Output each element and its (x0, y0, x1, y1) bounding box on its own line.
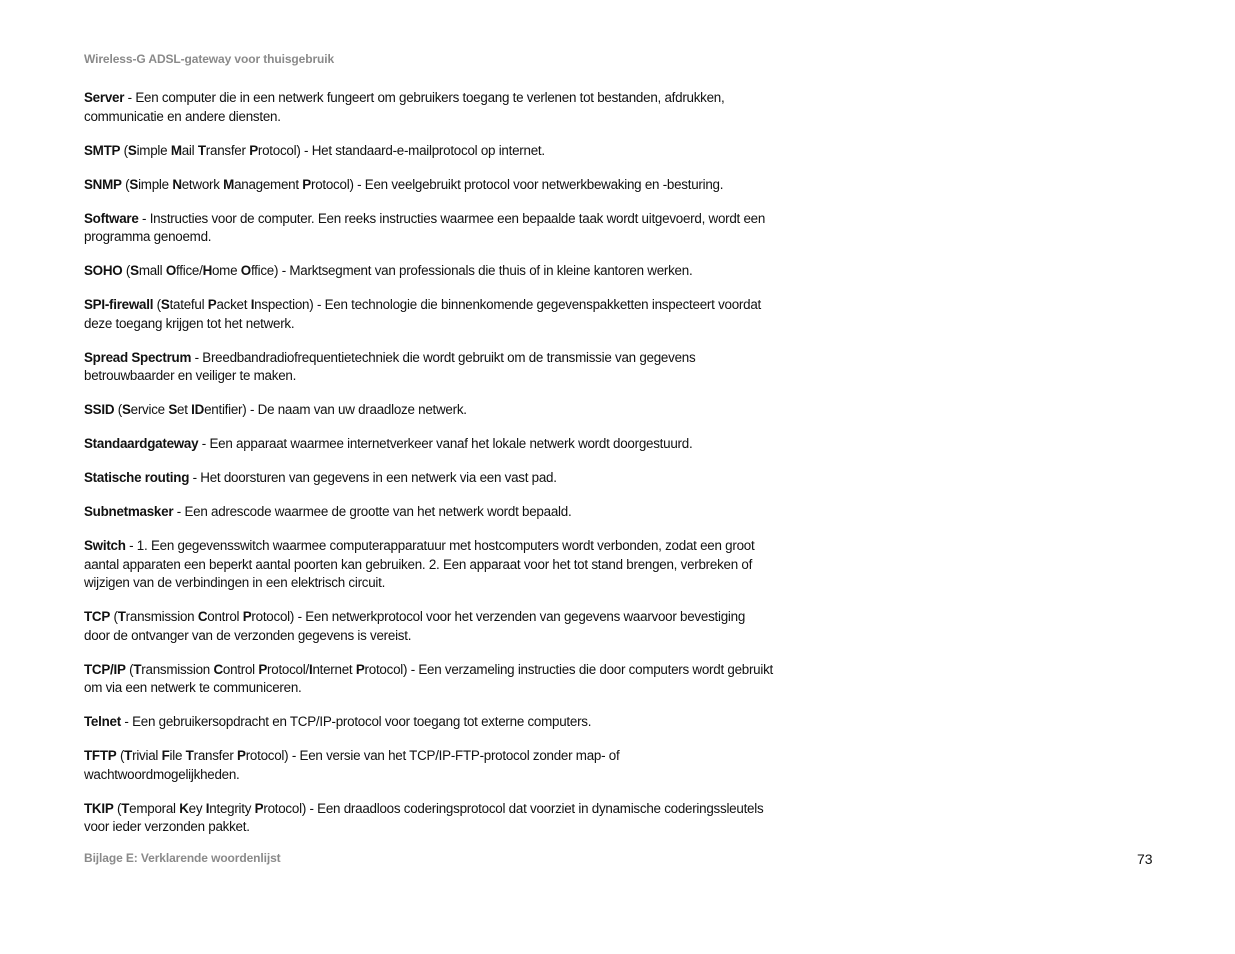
glossary-entry (84, 537, 774, 593)
glossary-definition: - Het doorsturen van gegevens in een netwerk via een vast pad. (189, 470, 557, 485)
acronym-expansion: (Stateful Packet Inspection) (153, 297, 314, 312)
glossary-term: Subnetmasker (84, 504, 174, 519)
acronym-letter: P (249, 142, 258, 158)
acronym-word-rest: nspection (254, 297, 310, 312)
glossary-term: Statische routing (84, 470, 190, 485)
glossary-term: Telnet (84, 714, 121, 729)
acronym-expansion: (Temporal Key Integrity Protocol) (113, 800, 307, 816)
glossary-term: Spread Spectrum (84, 349, 192, 365)
acronym-word-rest: rivial (132, 748, 162, 763)
acronym-letter: T (124, 748, 133, 763)
glossary-term: SNMP (84, 176, 122, 192)
glossary-term: TFTP (84, 748, 117, 763)
acronym-word-rest: ffice/ (176, 263, 203, 278)
acronym-expansion: (Small Office/Home Office) (122, 263, 279, 278)
acronym-letter: P (242, 609, 252, 624)
glossary-entry (84, 296, 774, 333)
acronym-letter: P (258, 661, 268, 677)
acronym-word-rest: tateful (169, 297, 208, 312)
glossary-term: SMTP (84, 142, 121, 158)
acronym-letter: O (165, 263, 177, 278)
glossary-definition: - Een versie van het TCP/IP-FTP-protocol zonder map- of wachtwoordmogelijkheden. (84, 748, 620, 782)
acronym-letter: O (240, 263, 251, 278)
glossary-definition: - Marktsegment van professionals die thuis of in kleine kantoren werken. (278, 263, 693, 278)
acronym-word-rest: ile (169, 748, 186, 763)
acronym-letter: ID (191, 402, 205, 417)
acronym-letter: P (254, 800, 264, 816)
glossary-entry (84, 176, 774, 195)
glossary-term: Standaardgateway (84, 436, 199, 451)
acronym-word-rest: ntegrity (209, 800, 255, 816)
acronym-letter: S (130, 263, 139, 278)
acronym-letter: H (202, 263, 212, 278)
acronym-word-rest: et (177, 402, 192, 417)
glossary-entry (84, 349, 774, 386)
acronym-word-rest: nternet (312, 661, 356, 677)
acronym-word-rest: rotocol (257, 142, 297, 158)
acronym-letter: S (127, 142, 137, 158)
glossary-definition: - Een computer die in een netwerk fungeert om gebruikers toegang te verlenen tot bestanden, afdrukken, communicatie en andere diensten. (84, 90, 725, 124)
acronym-letter: T (185, 748, 194, 763)
acronym-letter: P (302, 176, 311, 192)
acronym-expansion: (Service Set IDentifier) (114, 402, 247, 417)
glossary-definition: - Breedbandradiofrequentietechniek die wordt gebruikt om de transmissie van gegevens betrouwbaarder en veiliger te maken. (84, 349, 696, 383)
glossary-definition: - Een technologie die binnenkomende gegevenspakketten inspecteert voordat deze toegang krijgen tot het netwerk. (84, 297, 761, 331)
acronym-letter: S (168, 402, 178, 417)
acronym-word-rest: ransmission (125, 609, 198, 624)
acronym-word-rest: entifier (204, 402, 243, 417)
acronym-letter: K (179, 800, 189, 816)
acronym-word-rest: ransfer (205, 142, 250, 158)
glossary-definition: - Een netwerkprotocol voor het verzenden van gegevens waarvoor bevestiging door de ontvanger van de verzonden gegevens is vereist. (84, 609, 746, 643)
acronym-expansion: (Trivial File Transfer Protocol) (116, 748, 289, 763)
acronym-word-rest: anagement (234, 176, 303, 192)
acronym-word-rest: ervice (130, 402, 169, 417)
acronym-letter: I (250, 297, 255, 312)
glossary-entry (84, 262, 774, 281)
acronym-word-rest: acket (216, 297, 251, 312)
glossary-definition: - Een verzameling instructies die door computers wordt gebruikt om via een netwerk te communiceren. (84, 661, 774, 695)
acronym-letter: I (205, 800, 210, 816)
glossary-entry (84, 608, 774, 645)
glossary-entry (84, 661, 774, 698)
glossary-term: Switch (84, 538, 126, 553)
acronym-word-rest: imple (136, 142, 171, 158)
acronym-letter: S (121, 402, 131, 417)
acronym-word-rest: ransfer (193, 748, 238, 763)
glossary-entry (84, 435, 774, 454)
glossary-entry (84, 503, 774, 522)
glossary-entry (84, 469, 774, 488)
acronym-word-rest: imple (138, 176, 173, 192)
acronym-word-rest: rotocol (310, 176, 350, 192)
glossary-entry (84, 713, 774, 732)
acronym-word-rest: ome (211, 263, 241, 278)
glossary-term: SPI-firewall (84, 297, 154, 312)
acronym-word-rest: emporal (129, 800, 180, 816)
acronym-letter: C (213, 661, 223, 677)
acronym-letter: P (207, 297, 217, 312)
acronym-word-rest: rotocol (364, 661, 403, 677)
footer-section-title: Bijlage E: Verklarende woordenlijst (84, 851, 281, 865)
glossary-term: TKIP (84, 800, 114, 816)
acronym-letter: M (170, 142, 182, 158)
glossary-term: SOHO (84, 263, 123, 278)
glossary-entry (84, 401, 774, 420)
acronym-word-rest: ey (188, 800, 206, 816)
glossary-definition: - Een gebruikersopdracht en TCP/IP-protocol voor toegang tot externe computers. (120, 714, 592, 729)
acronym-letter: S (129, 176, 139, 192)
acronym-word-rest: etwork (181, 176, 224, 192)
glossary-definition: - Een adrescode waarmee de grootte van het netwerk wordt bepaald. (173, 504, 572, 519)
acronym-letter: C (197, 609, 208, 624)
acronym-expansion: (Simple Network Management Protocol) (121, 176, 354, 192)
glossary-term: Server (84, 90, 125, 105)
glossary-definition: - Het standaard-e-mailprotocol op internet. (300, 142, 545, 158)
acronym-letter: M (223, 176, 235, 192)
acronym-letter: P (237, 748, 246, 763)
glossary-term: SSID (84, 402, 115, 417)
glossary-entry (84, 800, 774, 837)
acronym-letter: T (197, 142, 206, 158)
acronym-letter: T (121, 800, 130, 816)
acronym-word-rest: ontrol (222, 661, 259, 677)
acronym-word-rest: ontrol (207, 609, 243, 624)
acronym-word-rest: rotocol (245, 748, 285, 763)
acronym-expansion: (Transmission Control Protocol) (110, 609, 295, 624)
glossary-entry (84, 142, 774, 161)
glossary-entry (84, 210, 774, 247)
acronym-word-rest: mall (138, 263, 166, 278)
acronym-word-rest: rotocol (263, 800, 302, 816)
glossary-definition: - Een draadloos coderingsprotocol dat voorziet in dynamische coderingssleutels voor ieder verzonden pakket. (84, 800, 764, 834)
acronym-word-rest: ransmission (141, 661, 214, 677)
acronym-word-rest: ail (181, 142, 198, 158)
acronym-letter: I (308, 661, 313, 677)
acronym-letter: T (133, 661, 142, 677)
glossary-definition: - 1. Een gegevensswitch waarmee computerapparatuur met hostcomputers wordt verbonden, zodat een groot aantal apparaten een beperkt aantal poorten kan gebruiken. 2. Een apparaat voor het tot stand brengen, verbreken of wijzigen van de verbindingen in een elektrisch circuit. (84, 538, 755, 590)
glossary-definition: - De naam van uw draadloze netwerk. (246, 402, 467, 417)
glossary-definition: - Een veelgebruikt protocol voor netwerkbewaking en -besturing. (353, 176, 724, 192)
acronym-word-rest: rotocol/ (267, 661, 309, 677)
glossary-definition: - Een apparaat waarmee internetverkeer vanaf het lokale netwerk wordt doorgestuurd. (198, 436, 693, 451)
glossary-entry (84, 89, 774, 126)
acronym-letter: N (172, 176, 182, 192)
glossary-list (84, 89, 774, 852)
glossary-term: TCP (84, 609, 111, 624)
glossary-term: Software (84, 210, 139, 226)
acronym-expansion: (Transmission Control Protocol/Internet Protocol) (125, 661, 408, 677)
acronym-letter: P (355, 661, 365, 677)
glossary-term: TCP/IP (84, 661, 126, 677)
glossary-definition: - Instructies voor de computer. Een reeks instructies waarmee een bepaalde taak wordt uitgevoerd, wordt een programma genoemd. (84, 210, 766, 244)
running-header: Wireless-G ADSL-gateway voor thuisgebruik (84, 52, 335, 66)
acronym-letter: T (117, 609, 126, 624)
glossary-entry (84, 747, 774, 784)
acronym-letter: F (161, 748, 170, 763)
acronym-expansion: (Simple Mail Transfer Protocol) (120, 142, 301, 158)
acronym-word-rest: rotocol (251, 609, 290, 624)
page-number: 73 (1137, 851, 1153, 867)
acronym-letter: S (160, 297, 170, 312)
acronym-word-rest: ffice (250, 263, 275, 278)
